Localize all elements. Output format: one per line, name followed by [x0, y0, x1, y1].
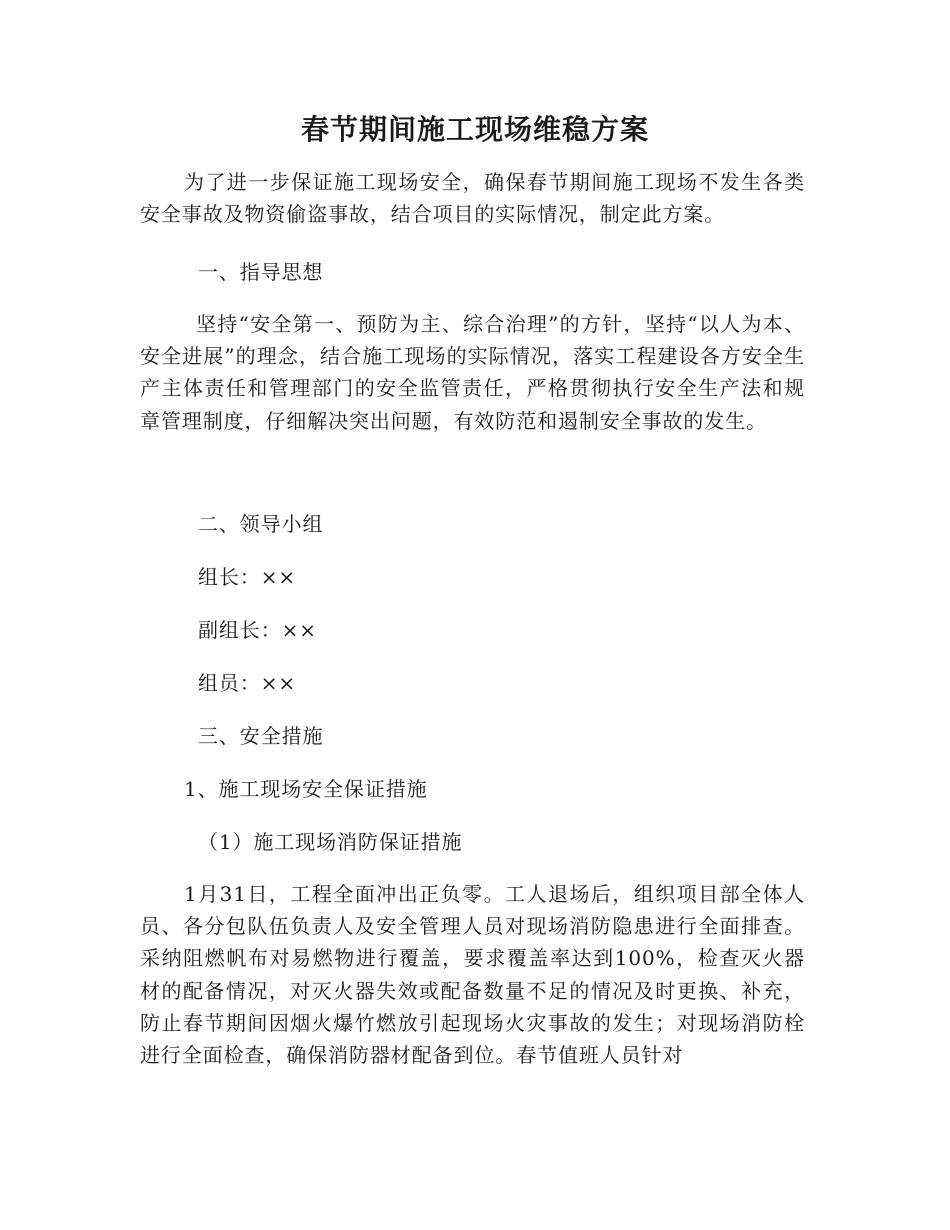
subsubsection-heading-fire-safety: （1）施工现场消防保证措施: [198, 830, 463, 854]
document-title: 春节期间施工现场维稳方案: [300, 113, 649, 146]
fire-safety-paragraph: 1月31日，工程全面冲出正负零。工人退场后，组织项目部全体人员、各分包队伍负责人及安全管理人员对现场消防隐患进行全面排查。采纳阻燃帆布对易燃物进行覆盖，要求覆盖率达到100%，检查灭火器材的配备情况，对灭火器失效或配备数量不足的情况及时更换、补充，防止春节期间因烟火爆竹燃放引起现场火灾事故的发生；对现场消防栓进行全面检查，确保消防器材配备到位。春节值班人员针对: [140, 882, 805, 1068]
section-heading-guiding-ideology: 一、指导思想: [198, 260, 324, 284]
subsection-heading-site-safety: 1、施工现场安全保证措施: [184, 777, 428, 801]
section-heading-leadership-group: 二、领导小组: [198, 512, 324, 536]
members-line: 组员：××: [198, 671, 297, 695]
guiding-ideology-paragraph: 坚持“安全第一、预防为主、综合治理”的方针，坚持“以人为本、安全进展”的理念，结合施工现场的实际情况，落实工程建设各方安全生产主体责任和管理部门的安全监管责任，严格贯彻执行安全生产法和规章管理制度，仔细解决突出问题，有效防范和遏制安全事故的发生。: [140, 312, 805, 433]
leader-line: 组长：××: [198, 565, 297, 589]
section-heading-safety-measures: 三、安全措施: [198, 724, 324, 748]
intro-paragraph: 为了进一步保证施工现场安全，确保春节期间施工现场不发生各类安全事故及物资偷盗事故，结合项目的实际情况，制定此方案。: [140, 170, 805, 227]
deputy-leader-line: 副组长：××: [198, 618, 317, 642]
